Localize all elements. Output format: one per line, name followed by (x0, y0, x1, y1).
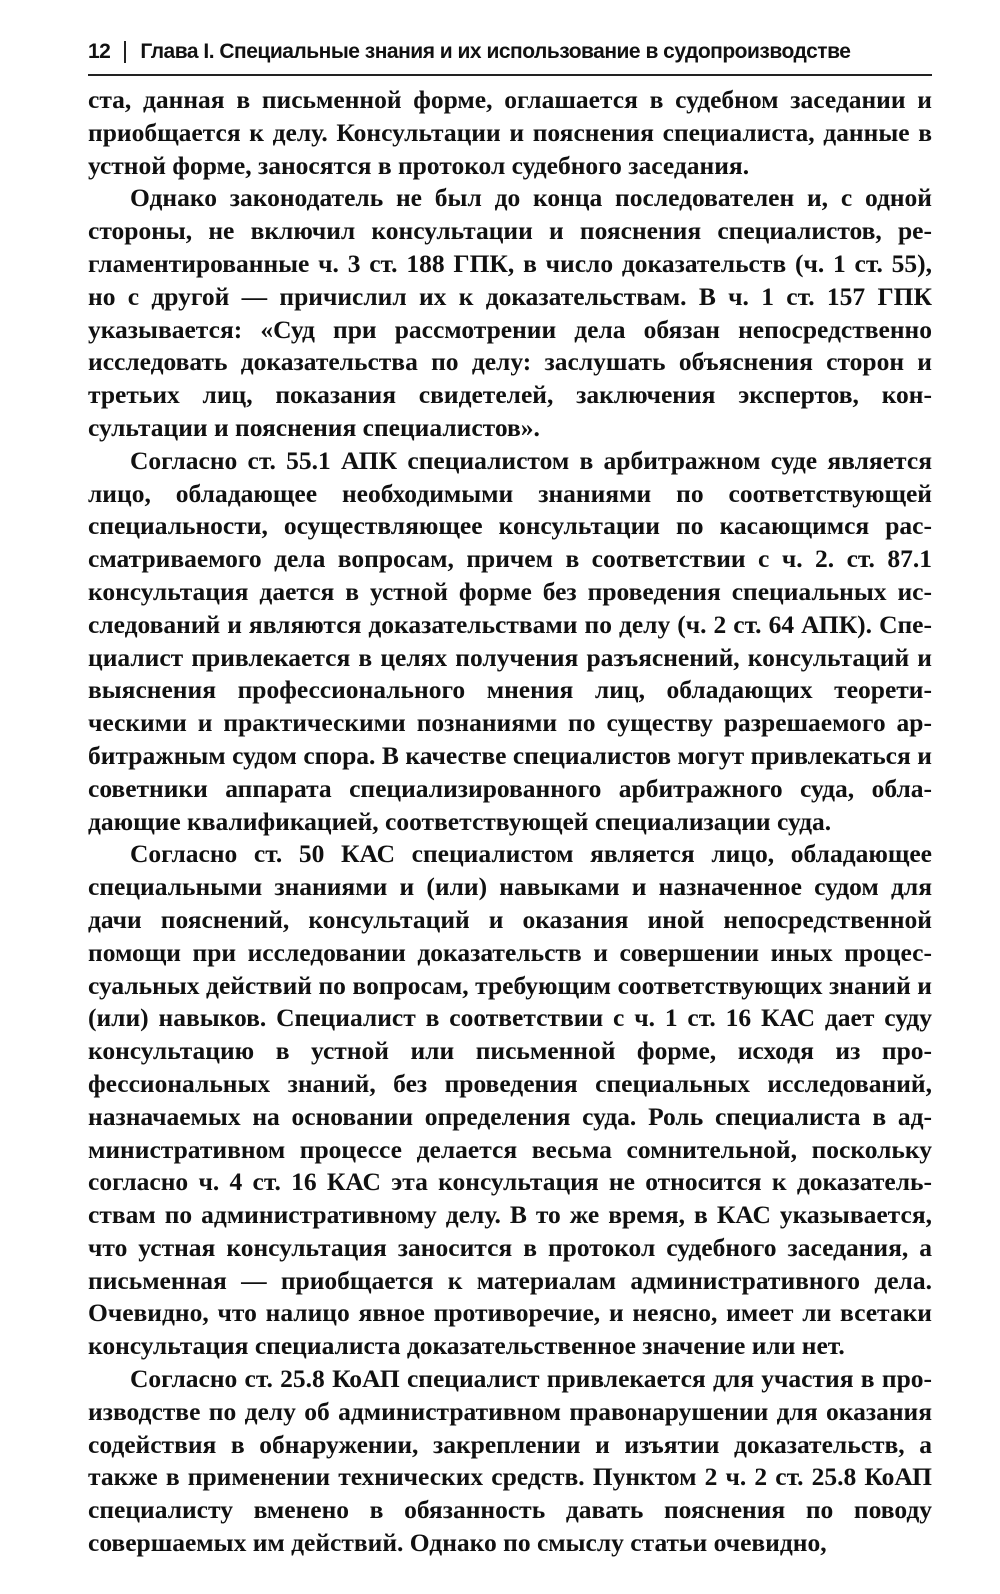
paragraph: Согласно ст. 25.8 КоАП специалист привлекается для участия в производстве по делу об административном правонарушении для оказания содействия в обнаружении, закреплении и изъятии доказательств, а также в применении технических средств. Пунктом 2 ч. 2 ст. 25.8 КоАП специалисту вменено в обязанность давать пояснения по поводу совершаемых им действий. Однако по смыслу статьи очевидно, (88, 1364, 932, 1558)
chapter-title: Глава I. Специальные знания и их использование в судопроизводстве (140, 40, 851, 63)
page-body (88, 84, 932, 1560)
paragraph-continued: ста, данная в письменной форме, оглашается в судебном заседании и приобщается к делу. Консультации и пояснения специалиста, данные в устной форме, заносятся в протокол судебного заседания. (88, 85, 932, 180)
running-header (88, 40, 932, 76)
paragraph: Однако законодатель не был до конца последователен и, с одной стороны, не включил консультации и пояснения специалистов, регламентированные ч. 3 ст. 188 ГПК, в число доказательств (ч. 1 ст. 55), но с другой — причислил их к доказательствам. В ч. 1 ст. 157 ГПК указывается: «Суд при рассмотрении дела обязан непосредственно исследовать доказательства по делу: заслушать объяснения сторон и третьих лиц, показания свидетелей, заключения экспертов, консультации и пояснения специалистов». (88, 183, 932, 442)
paragraph: Согласно ст. 55.1 АПК специалистом в арбитражном суде является лицо, обладающее необходимыми знаниями по соответствующей специальности, осуществляющее консультации по касающимся рассматриваемого дела вопросам, причем в соответствии с ч. 2. ст. 87.1 консультация дается в устной форме без проведения специальных исследований и являются доказательствами по делу (ч. 2 ст. 64 АПК). Специалист привлекается в целях получения разъяснений, консультаций и выяснения профессионального мнения лиц, обладающих теоретическими и практическими познаниями по существу разрешаемого арбитражным судом спора. В качестве специалистов могут привлекаться и советники аппарата специализированного арбитражного суда, обладающие квалификацией, соответствующей специализации суда. (88, 445, 932, 836)
page-number: 12 (88, 40, 111, 63)
book-page (88, 40, 932, 1560)
header-separator (124, 41, 126, 63)
paragraph: Согласно ст. 50 КАС специалистом является лицо, обладающее специальными знаниями и (или) навыками и назначенное судом для дачи пояснений, консультаций и оказания иной непосредственной помощи при исследовании доказательств и совершении иных процессуальных действий по вопросам, требующим соответствующих знаний и (или) навыков. Специалист в соответствии с ч. 1 ст. 16 КАС дает суду консультацию в устной или письменной форме, исходя из профессиональных знаний, без проведения специальных исследований, назначаемых на основании определения суда. Роль специалиста в административном процессе делается весьма сомнительной, поскольку согласно ч. 4 ст. 16 КАС эта консультация не относится к доказательствам по административному делу. В то же время, в КАС указывается, что устная консультация заносится в протокол судебного заседания, а письменная — приобщается к материалам административного дела. Очевидно, что налицо явное противоречие, и неясно, имеет ли всетаки консультация специалиста доказательственное значение или нет. (88, 839, 932, 1361)
